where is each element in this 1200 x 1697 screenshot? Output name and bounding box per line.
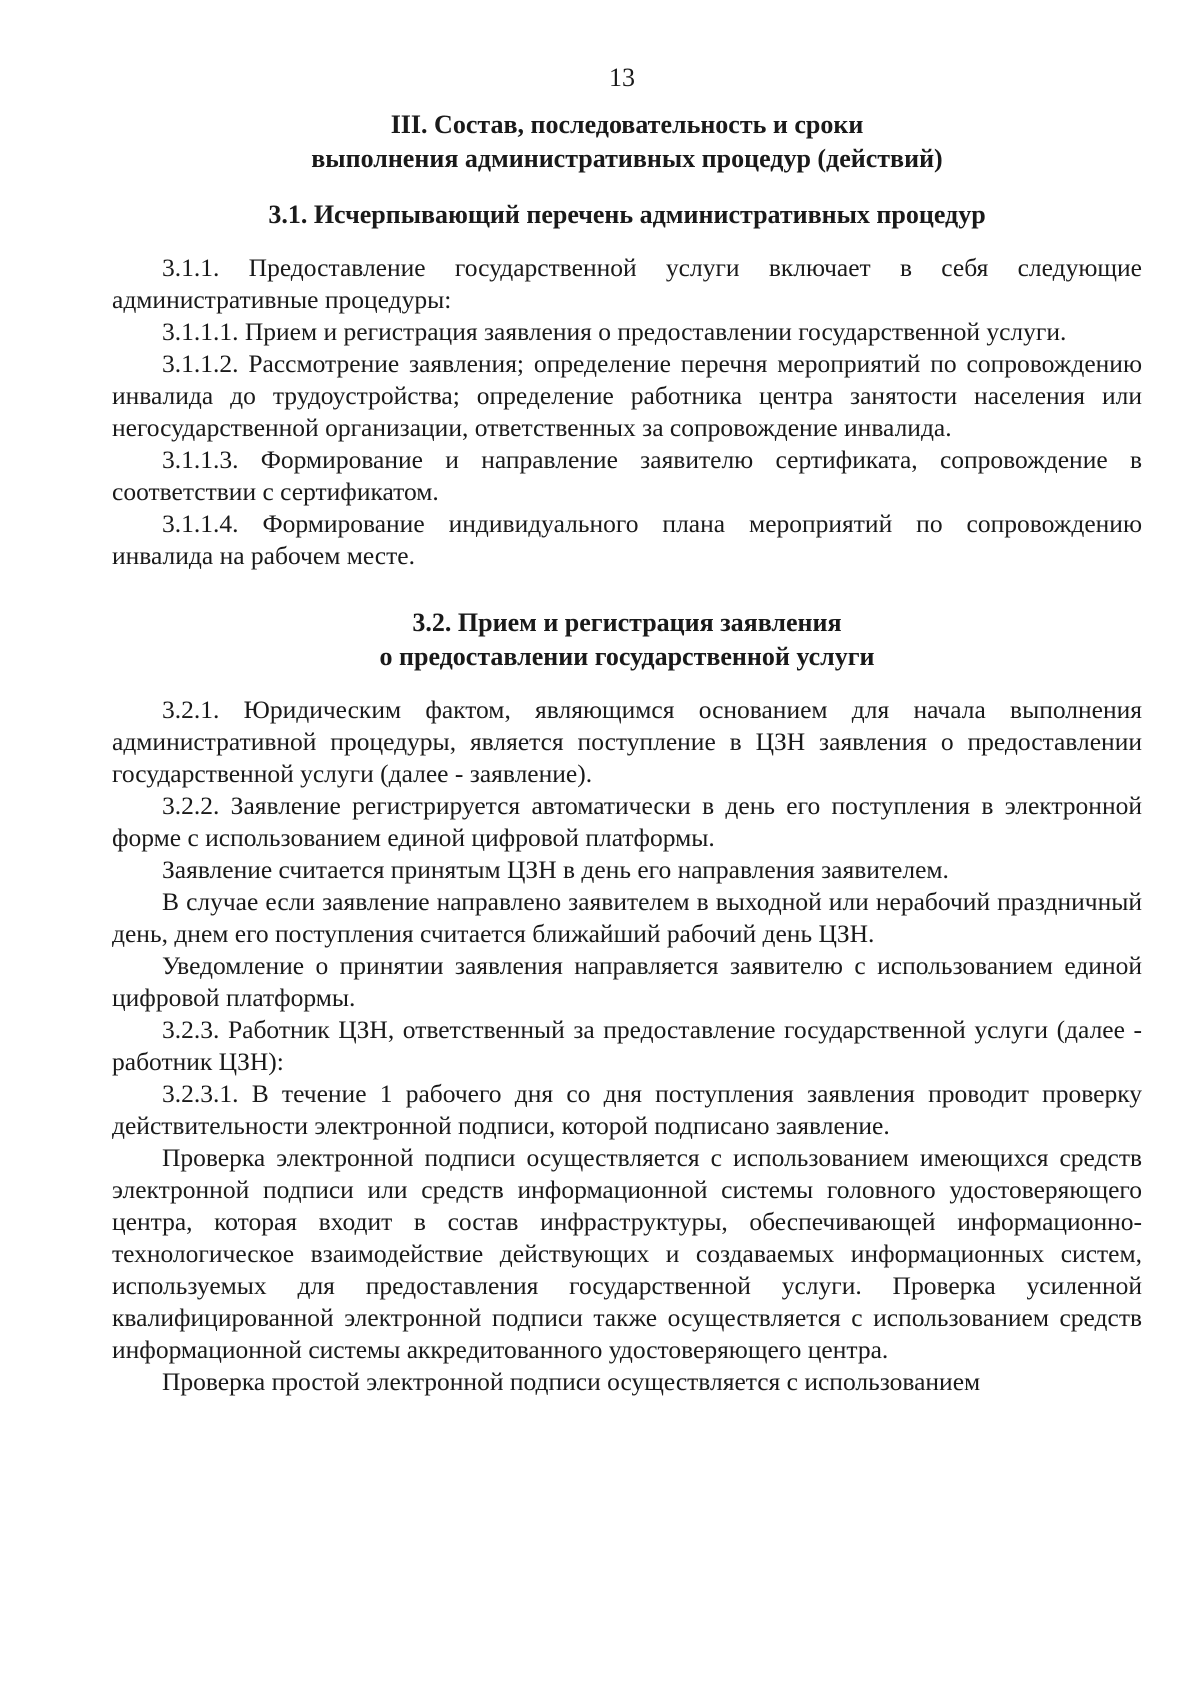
paragraph: Уведомление о принятии заявления направляется заявителю с использованием единой цифровой платформы. (112, 951, 1142, 1012)
paragraph: 3.1.1. Предоставление государственной услуги включает в себя следующие административные процедуры: (112, 253, 1142, 314)
paragraph: 3.2.2. Заявление регистрируется автоматически в день его поступления в электронной форме с использованием единой цифровой платформы. (112, 791, 1142, 852)
paragraph: 3.1.1.3. Формирование и направление заявителю сертификата, сопровождение в соответствии с сертификатом. (112, 445, 1142, 506)
paragraph: 3.2.1. Юридическим фактом, являющимся основанием для начала выполнения административной процедуры, является поступление в ЦЗН заявления о предоставлении государственной услуги (далее - заявление). (112, 695, 1142, 788)
paragraph: Проверка электронной подписи осуществляется с использованием имеющихся средств электронной подписи или средств информационной системы головного удостоверяющего центра, которая входит в состав инфраструктуры, обеспечивающей информационно-технологическое взаимодействие действующих и создаваемых информационных систем, используемых для предоставления государственной услуги. Проверка усиленной квалифицированной электронной подписи также осуществляется с использованием средств информационной системы аккредитованного удостоверяющего центра. (112, 1143, 1142, 1364)
page-number: 13 (609, 63, 635, 92)
section-3-1-body (112, 252, 1142, 572)
paragraph: Заявление считается принятым ЦЗН в день его направления заявителем. (162, 855, 949, 884)
section-3-2-body (112, 694, 1142, 1398)
section-3-2-heading-line-2: о предоставлении государственной услуги (379, 642, 875, 671)
paragraph: 3.1.1.4. Формирование индивидуального плана мероприятий по сопровождению инвалида на рабочем месте. (112, 509, 1142, 570)
chapter-title-line-2: выполнения административных процедур (действий) (311, 144, 943, 173)
paragraph: 3.1.1.2. Рассмотрение заявления; определение перечня мероприятий по сопровождению инвалида до трудоустройства; определение работника центра занятости населения или негосударственной организации, ответственных за сопровождение инвалида. (112, 349, 1142, 442)
paragraph: Проверка простой электронной подписи осуществляется с использованием (162, 1367, 981, 1396)
chapter-title (112, 108, 1142, 176)
section-3-1-heading-text: 3.1. Исчерпывающий перечень административных процедур (268, 200, 986, 229)
paragraph: 3.2.3. Работник ЦЗН, ответственный за предоставление государственной услуги (далее - работник ЦЗН): (112, 1015, 1142, 1076)
paragraph: В случае если заявление направлено заявителем в выходной или нерабочий праздничный день, днем его поступления считается ближайший рабочий день ЦЗН. (112, 887, 1142, 948)
section-3-1-heading (112, 198, 1142, 232)
section-3-2-heading (112, 606, 1142, 674)
paragraph: 3.2.3.1. В течение 1 рабочего дня со дня поступления заявления проводит проверку действительности электронной подписи, которой подписано заявление. (112, 1079, 1142, 1140)
paragraph: 3.1.1.1. Прием и регистрация заявления о предоставлении государственной услуги. (162, 317, 1067, 346)
chapter-title-line-1: III. Состав, последовательность и сроки (390, 110, 864, 139)
section-3-2-heading-line-1: 3.2. Прием и регистрация заявления (412, 608, 842, 637)
